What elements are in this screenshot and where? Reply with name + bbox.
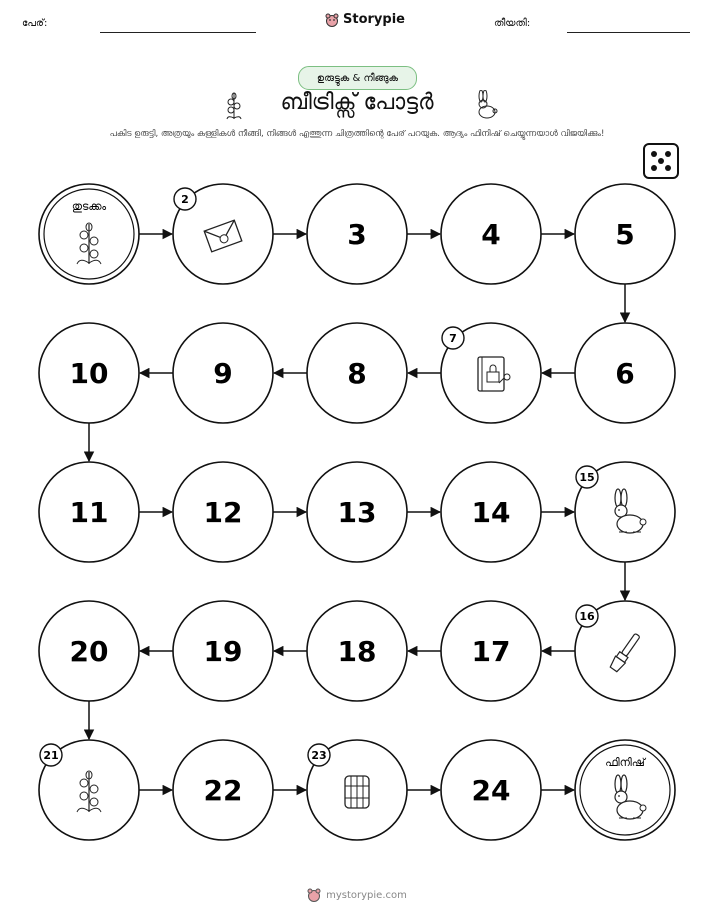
- board-space-5[interactable]: [575, 184, 675, 284]
- board-space-8[interactable]: [307, 323, 407, 423]
- board-space-24[interactable]: [441, 740, 541, 840]
- space-number: 11: [69, 496, 109, 529]
- board-space-21[interactable]: [39, 740, 139, 840]
- space-number: 16: [579, 610, 595, 623]
- board-space-2[interactable]: [173, 184, 273, 284]
- board-space-11[interactable]: [39, 462, 139, 562]
- board-space-19[interactable]: [173, 601, 273, 701]
- board-space-9[interactable]: [173, 323, 273, 423]
- start-label: തുടക്കം: [71, 200, 107, 213]
- board-space-22[interactable]: [173, 740, 273, 840]
- board-space-10[interactable]: [39, 323, 139, 423]
- board-space-6[interactable]: [575, 323, 675, 423]
- space-number: 21: [43, 749, 59, 762]
- space-number: 4: [481, 218, 501, 251]
- board-space-23[interactable]: [307, 740, 407, 840]
- board-space-13[interactable]: [307, 462, 407, 562]
- board-space-1[interactable]: [39, 184, 139, 284]
- brand-name: Storypie: [343, 12, 405, 27]
- board-space-25[interactable]: [575, 740, 675, 840]
- footer: [0, 888, 714, 902]
- finish-label: ഫിനിഷ്: [605, 756, 645, 769]
- instructions: പകിട ഉരുട്ടി, അത്രയും കള്ളികൾ നീങ്ങി, നിങ്ങൾ എത്തുന്ന ചിത്രത്തിന്റെ പേര് പറയുക. ആദ്യം ഫിനിഷ് ചെയ്യുന്നയാൾ വിജയിക്കും!: [109, 129, 605, 139]
- space-number: 14: [471, 496, 511, 529]
- space-number: 2: [181, 193, 189, 206]
- space-number: 8: [347, 357, 367, 390]
- board-space-20[interactable]: [39, 601, 139, 701]
- space-number: 13: [337, 496, 377, 529]
- space-number: 9: [213, 357, 233, 390]
- board-space-14[interactable]: [441, 462, 541, 562]
- space-number: 23: [311, 749, 327, 762]
- garden-gate-icon: [345, 776, 369, 808]
- space-number: 20: [69, 635, 109, 668]
- board-space-3[interactable]: [307, 184, 407, 284]
- board-space-17[interactable]: [441, 601, 541, 701]
- space-number: 10: [69, 357, 109, 390]
- board-space-4[interactable]: [441, 184, 541, 284]
- board-space-7[interactable]: [441, 323, 541, 423]
- space-number: 17: [471, 635, 511, 668]
- space-number: 15: [579, 471, 595, 484]
- space-number: 7: [449, 332, 457, 345]
- board-space-12[interactable]: [173, 462, 273, 562]
- board-space-16[interactable]: [575, 601, 675, 701]
- space-number: 6: [615, 357, 635, 390]
- space-number: 24: [471, 774, 511, 807]
- page-title: ബീട്രിക്സ് പോട്ടർ: [280, 90, 434, 115]
- space-number: 12: [203, 496, 243, 529]
- space-circle: [575, 740, 675, 840]
- date-label: തീയതി:: [494, 18, 531, 29]
- space-number: 5: [615, 218, 635, 251]
- space-number: 19: [203, 635, 243, 668]
- board-space-18[interactable]: [307, 601, 407, 701]
- footer-url: mystorypie.com: [326, 889, 407, 901]
- board-space-15[interactable]: [575, 462, 675, 562]
- roll-and-move-badge: ഉരുട്ടുക & നീങ്ങുക: [298, 66, 417, 90]
- space-number: 18: [337, 635, 377, 668]
- space-number: 3: [347, 218, 367, 251]
- name-label: പേര്:: [22, 18, 48, 29]
- storypie-logo-icon: [307, 888, 321, 902]
- space-number: 22: [203, 774, 243, 807]
